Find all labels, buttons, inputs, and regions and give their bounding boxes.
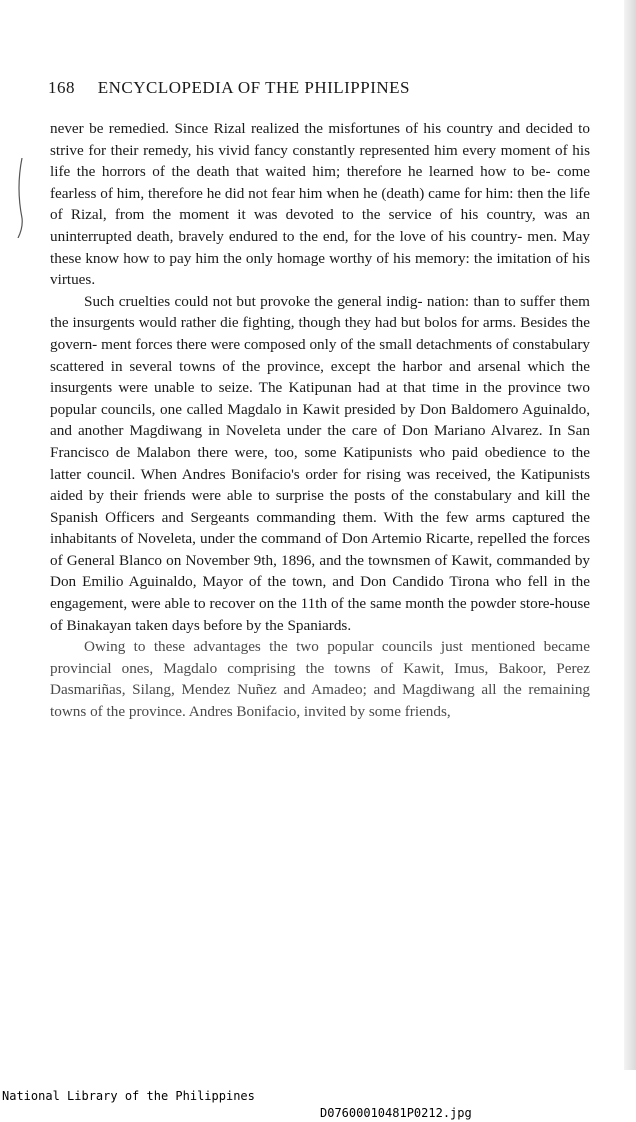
text-line: ment forces there were composed only of the small detachments [101,335,492,353]
text-line: fighting, though they had but bolos for arms. Besides the govern- [50,314,590,353]
text-line: constantly represented him every moment of his life the horrors [50,141,591,181]
text-line: mentioned became provincial ones, Magdalo comprising the [50,638,590,677]
page-gutter-shadow [624,0,636,1070]
text-line: nation: than to suffer them the insurgents would rather die [50,292,590,332]
text-line: country and decided to strive for their remedy, his vivid fancy [50,120,590,159]
text-line: it was devoted to the service of his country, was an uninterrupted [50,206,591,245]
text-line: 11th of the same month the powder store-house of Binakayan [50,595,591,634]
text-line: Don Artemio Ricarte, repelled the forces of General Blanco on [50,530,591,569]
text-line: death, bravely endured to the end, for the love of his country- [136,227,523,245]
text-line: come fearless of him, therefore he did not fear him when he [50,163,591,202]
text-line: Mendez Nuñez and Amadeo; and Magdiwang all the remaining [181,681,591,699]
text-line: Officers and Sergeants commanding them. With the few arms [105,508,506,526]
text-line: to surprise the posts of the constabulary and kill the Spanish [50,487,590,526]
text-line: of the death that waited him; therefore he learned how to be- [152,163,551,181]
text-line: Owing to these advantages the two popular councils just [84,638,463,656]
paragraph-1 [50,118,590,291]
text-line: of his memory: the imitation of his virtues. [50,249,591,289]
page-header [48,78,588,98]
text-line: captured the inhabitants of Noveleta, under the command of [50,508,591,548]
text-line: to seize. The Katipunan had at that time in the province two [200,379,590,397]
paragraph-3 [50,636,590,722]
text-line: taken days before by the Spaniards. [135,616,352,634]
scan-filename: D07600010481P0212.jpg [320,1106,472,1120]
text-line: popular councils, one called Magdalo in Kawit presided by Don [50,400,447,418]
text-line: was received, the Katipunists aided by their friends were able [50,465,590,505]
text-line: (death) came for him: then the life of Rizal, from the moment [50,184,590,224]
text-line: never be remedied. Since Rizal realized the misfortunes of his [50,120,442,137]
text-line: men. May these know how to pay him the only homage worthy [50,227,590,267]
text-line: Malabon there were, too, some Katipunists who paid obedience [136,443,547,461]
page-number: 168 [48,78,75,97]
paragraph-2 [50,291,590,637]
text-line: except the harbor and arsenal which the insurgents were unable [50,357,590,397]
text-line: of constabulary scattered in several towns of the province, [50,335,591,375]
text-line: under the care of Don Mariano Alvarez. In San Francisco de [50,422,591,461]
text-line: to the latter council. When Andres Bonifacio's order for rising [50,443,591,483]
running-title: ENCYCLOPEDIA OF THE PHILIPPINES [97,78,410,97]
text-line: towns of Kawit, Imus, Bakoor, Perez Dasmariñas, Silang, [50,659,590,699]
text-line: Baldomero Aguinaldo, and another Magdiwang in Noveleta [50,400,591,440]
text-line: towns of the province. Andres Bonifacio, invited by some friends, [50,703,451,721]
text-line: by Don Emilio Aguinaldo, Mayor of the town, and Don Candido [50,551,591,591]
body-text [50,118,590,723]
scan-footer [0,1071,636,1120]
margin-pencil-mark [16,158,26,238]
library-credit: National Library of the Philippines [2,1089,255,1103]
text-line: November 9th, 1896, and the townsmen of Kawit, commanded [185,551,571,569]
text-line: Such cruelties could not but provoke the general indig- [84,292,423,310]
text-line: Tirona who fell in the engagement, were able to recover on the [50,573,590,613]
